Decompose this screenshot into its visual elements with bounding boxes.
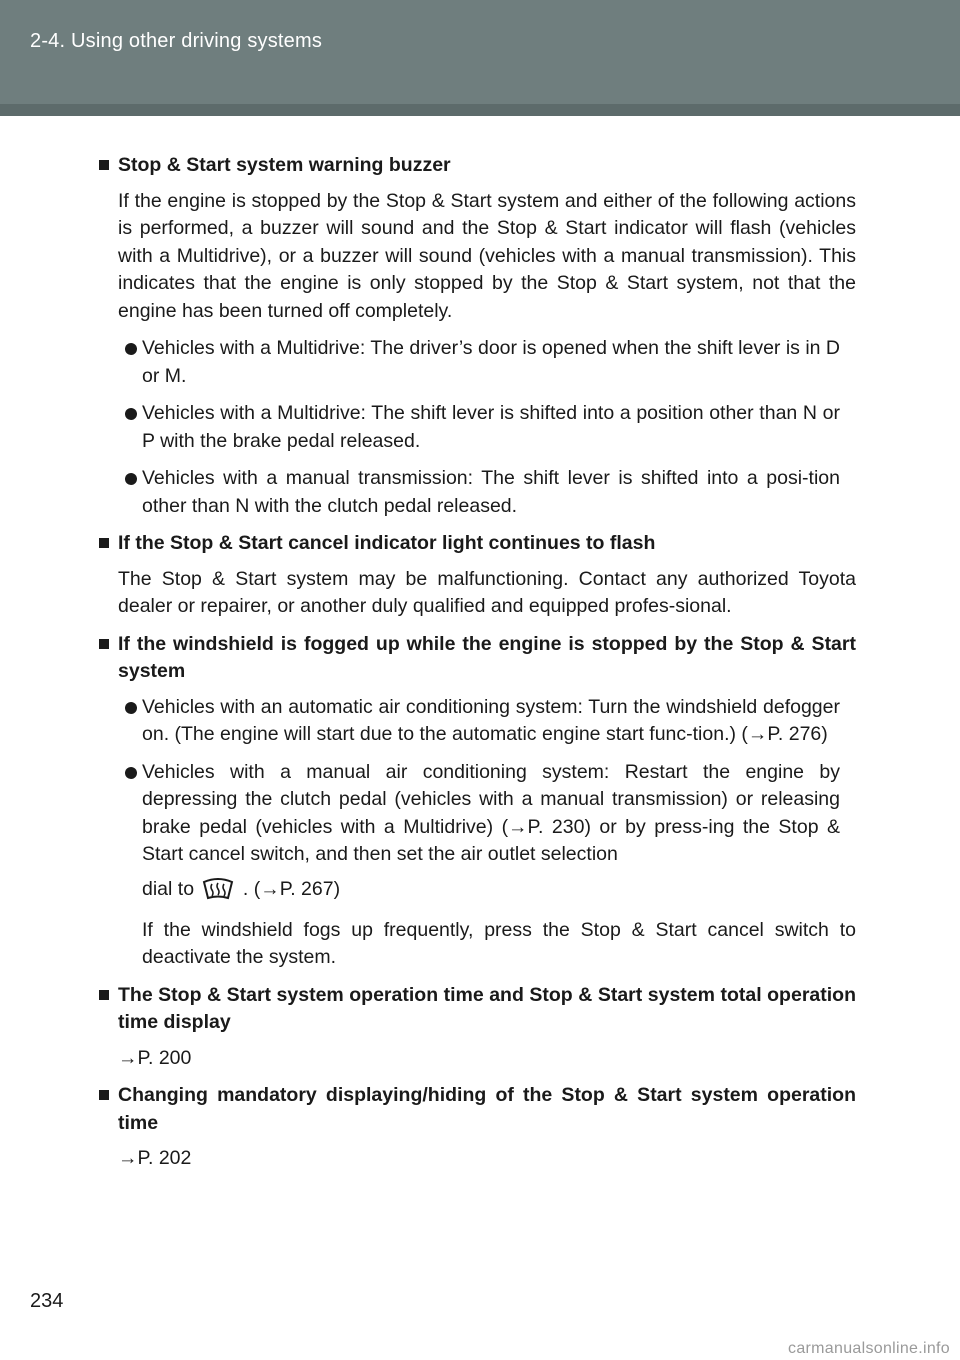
paragraph: The Stop & Start system may be malfunctioning. Contact any authorized Toyota dealer or repairer, or another duly qualified and equipped profes-sional. [118,567,856,617]
section-heading: Changing mandatory displaying/hiding of the Stop & Start system operation time [96,1082,856,1137]
section-heading: The Stop & Start system operation time and Stop & Start system total operation time display [96,982,856,1037]
round-bullet-icon [125,473,137,485]
page-header [0,0,960,116]
square-bullet-icon [99,538,109,548]
square-bullet-icon [99,639,109,649]
page-content [96,152,856,1183]
bullet-item: Vehicles with a manual transmission: The shift lever is shifted into a posi-tion other than N with the clutch pedal released. [96,465,856,520]
square-bullet-icon [99,160,109,170]
round-bullet-icon [125,702,137,714]
page-number: 234 [30,1290,64,1312]
section-title: 2-4. Using other driving systems [30,30,323,52]
round-bullet-icon [125,767,137,779]
square-bullet-icon [99,1090,109,1100]
header-stripe [0,104,960,116]
windshield-defroster-icon [201,876,235,902]
watermark: carmanualsonline.info [788,1340,950,1357]
square-bullet-icon [99,990,109,1000]
bullet-item: Vehicles with an automatic air conditioning system: Turn the windshield defogger on. (The engine will start due to the automatic engine start func-tion.) (→P. 276) [96,694,856,749]
round-bullet-icon [125,343,137,355]
bullet-item: Vehicles with a manual air conditioning system: Restart the engine by depressing the clutch pedal (vehicles with a manual transmission) or releasing brake pedal (vehicles with a Multidrive) (→P. 230) or by press-ing the Stop & Start cancel switch, and then set the air outlet selection [96,759,856,869]
bullet-item: Vehicles with a Multidrive: The driver’s door is opened when the shift lever is in D or M. [96,335,856,390]
dial-instruction: dial to . (→P. 267) [96,871,856,907]
round-bullet-icon [125,408,137,420]
section-heading: If the Stop & Start cancel indicator light continues to flash [96,530,856,558]
section-heading: If the windshield is fogged up while the engine is stopped by the Stop & Start system [96,631,856,686]
page-reference: →P. 202 [118,1147,192,1169]
section-heading: Stop & Start system warning buzzer [96,152,856,180]
note-paragraph: If the windshield fogs up frequently, press the Stop & Start cancel switch to deactivate the system. [142,918,856,968]
bullet-item: Vehicles with a Multidrive: The shift lever is shifted into a position other than N or P with the brake pedal released. [96,400,856,455]
page-reference: →P. 200 [118,1046,192,1069]
paragraph: If the engine is stopped by the Stop & Start system and either of the following actions is performed, a buzzer will sound and the Stop & Start indicator will flash (vehicles with a Multidrive), or a buzzer will sound (vehicles with a manual transmission). This indicates that the engine is only stopped by the Stop & Start system, not that the engine has been turned off completely. [118,189,856,322]
